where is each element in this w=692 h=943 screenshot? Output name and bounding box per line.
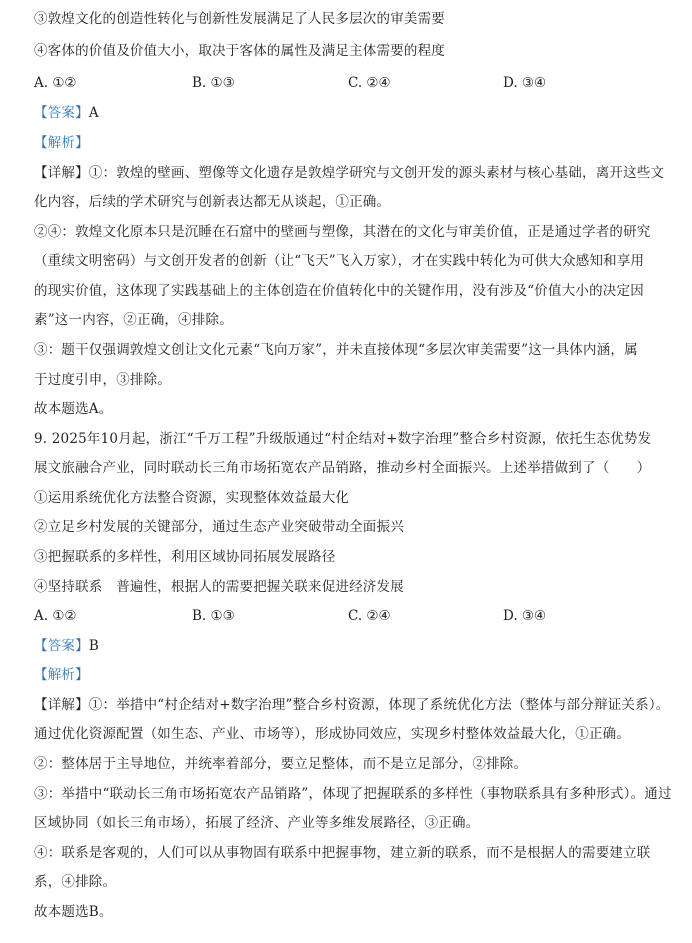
q9-detail-line: ④：联系是客观的，人们可以从事物固有联系中把握事物，建立新的联系，而不是根据人的需要建立联	[34, 845, 651, 861]
q9-statement-2: ②立足乡村发展的关键部分，通过生态产业突破带动全面振兴	[34, 519, 404, 535]
q9-statement-4: ④坚持联系 普遍性，根据人的需要把握关联来促进经济发展	[34, 579, 404, 595]
q8-answer	[34, 104, 99, 122]
answer-value: B	[88, 638, 99, 654]
q9-statement-3: ③把握联系的多样性，利用区域协同拓展发展路径	[34, 549, 336, 565]
q9-stem-line: 展文旅融合产业，同时联动长三角市场拓宽农产品销路，推动乡村全面振兴。上述举措做到了（ ）	[34, 460, 651, 476]
q9-option-b: B. ①③	[192, 608, 235, 624]
q8-detail-line: 的现实价值，这体现了实践基础上的主体创造在价值转化中的关键作用，没有涉及“价值大小的决定因	[34, 283, 644, 299]
q9-detail-line: 【详解】①：举措中“村企结对+数字治理”整合乡村资源，体现了系统优化方法（整体与部分辩证关系）。	[34, 697, 670, 713]
answer-tag: 【答案】	[34, 105, 89, 121]
q9-analysis-tag: 【解析】	[34, 667, 89, 683]
q9-detail-line: ②：整体居于主导地位，并统率着部分，要立足整体，而不是立足部分，②排除。	[34, 756, 528, 772]
q9-option-a: A. ①②	[34, 608, 77, 624]
answer-value: A	[88, 105, 99, 121]
q9-detail-line: 通过优化资源配置（如生态、产业、市场等），形成协同效应，实现乡村整体效益最大化，①正确。	[34, 726, 631, 742]
q9-stem-line: 9. 2025年10月起，浙江“千万工程”升级版通过“村企结对+数字治理”整合乡村资源，依托生态优势发	[34, 431, 652, 447]
q8-detail-line: 化内容，后续的学术研究与创新表达都无从谈起，①正确。	[34, 194, 391, 210]
q8-detail-line: 素”这一内容，②正确，④排除。	[34, 312, 233, 328]
q8-option-b: B. ①③	[192, 75, 235, 91]
q8-analysis-tag: 【解析】	[34, 135, 89, 151]
q8-detail-line: 【详解】①：敦煌的壁画、塑像等文化遗存是敦煌学研究与文创开发的源头素材与核心基础，离开这些文	[34, 165, 665, 181]
answer-tag: 【答案】	[34, 638, 89, 654]
q9-detail-line: 区域协同（如长三角市场），拓展了经济、产业等多维发展路径，③正确。	[34, 815, 480, 831]
q9-detail-line: ③：举措中“联动长三角市场拓宽农产品销路”，体现了把握联系的多样性（事物联系具有多种形式）。通过	[34, 786, 672, 802]
q9-detail-line: 系，④排除。	[34, 874, 117, 890]
q8-detail-line: （重续文明密码）与文创开发者的创新（让“飞天”飞入万家），才在实践中转化为可供大众感知和享用	[34, 253, 645, 269]
q8-detail-line: ②④：敦煌文化原本只是沉睡在石窟中的壁画与塑像，其潜在的文化与审美价值，正是通过学者的研究	[34, 224, 651, 240]
q9-conclusion: 故本题选B。	[34, 904, 113, 920]
q9-option-c: C. ②④	[348, 608, 391, 624]
q9-answer	[34, 637, 99, 655]
q8-option-d: D. ③④	[503, 75, 547, 91]
q8-detail-line: 于过度引申，③排除。	[34, 372, 171, 388]
q9-option-d: D. ③④	[503, 608, 547, 624]
q9-statement-1: ①运用系统优化方法整合资源，实现整体效益最大化	[34, 490, 350, 506]
q8-statement-3: ③敦煌文化的创造性转化与创新性发展满足了人民多层次的审美需要	[34, 11, 445, 27]
q8-statement-4: ④客体的价值及价值大小，取决于客体的属性及满足主体需要的程度	[34, 43, 445, 59]
q8-conclusion: 故本题选A。	[34, 401, 113, 417]
q8-option-a: A. ①②	[34, 75, 77, 91]
q8-option-c: C. ②④	[348, 75, 391, 91]
q8-detail-line: ③：题干仅强调敦煌文创让文化元素“飞向万家”，并未直接体现“多层次审美需要”这一具体内涵，属	[34, 342, 638, 358]
